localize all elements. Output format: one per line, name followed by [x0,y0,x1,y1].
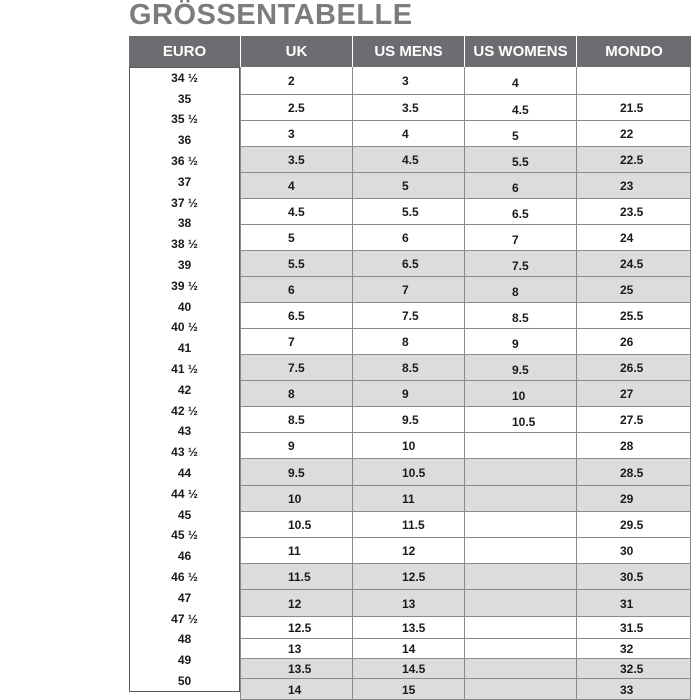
cell-uk: 3 [288,127,295,141]
column-divider [576,67,577,700]
cell-uk: 4 [288,179,295,193]
cell-mondo: 25.5 [620,309,644,323]
table-row [240,67,691,95]
cell-uk: 3.5 [288,153,305,167]
cell-mondo: 22.5 [620,153,644,167]
cell-us-mens: 9 [402,387,409,401]
cell-us-mens: 12 [402,544,416,558]
cell-uk: 9.5 [288,466,305,480]
header-euro: EURO [129,36,240,67]
header-mondo: MONDO [577,36,691,67]
cell-uk: 13 [288,642,302,656]
cell-us-mens: 9.5 [402,413,419,427]
cell-mondo: 28 [620,439,634,453]
cell-uk: 4.5 [288,205,305,219]
column-divider [690,67,691,700]
euro-size-cell: 43 ½ [129,441,240,463]
cell-us-mens: 7 [402,283,409,297]
cell-uk: 8.5 [288,413,305,427]
cell-mondo: 32.5 [620,662,644,676]
cell-us-mens: 7.5 [402,309,419,323]
cell-uk: 6.5 [288,309,305,323]
cell-mondo: 25 [620,283,634,297]
cell-uk: 7 [288,335,295,349]
cell-us-mens: 11 [402,492,415,506]
euro-column [129,67,240,700]
cell-uk: 12.5 [288,621,312,635]
cell-us-womens: 5 [512,129,519,143]
cell-uk: 14 [288,683,302,697]
cell-us-mens: 6 [402,231,409,245]
cell-uk: 11.5 [288,570,311,584]
cell-us-mens: 13 [402,597,416,611]
cell-us-mens: 14 [402,642,416,656]
euro-size-cell: 46 [129,545,240,567]
cell-uk: 2 [288,74,295,88]
euro-size-cell: 46 ½ [129,566,240,588]
euro-size-cell: 45 ½ [129,525,240,546]
euro-size-cell: 50 [129,670,240,692]
euro-size-cell: 43 [129,421,240,442]
cell-us-mens: 11.5 [402,518,425,532]
cell-us-mens: 4.5 [402,153,419,167]
cell-mondo: 32 [620,642,634,656]
cell-us-mens: 8.5 [402,361,419,375]
cell-us-womens: 7.5 [512,259,529,273]
cell-us-womens: 8 [512,285,519,299]
cell-mondo: 26 [620,335,634,349]
cell-us-womens: 6 [512,181,519,195]
header-uk: UK [241,36,352,67]
euro-size-cell: 39 [129,254,240,276]
euro-size-cell: 37 [129,171,240,193]
cell-uk: 7.5 [288,361,305,375]
cell-us-mens: 12.5 [402,570,426,584]
euro-size-cell: 48 [129,629,240,650]
cell-mondo: 21.5 [620,101,644,115]
column-divider [240,67,241,700]
cell-mondo: 31 [620,597,634,611]
cell-mondo: 30 [620,544,634,558]
cell-us-mens: 15 [402,683,416,697]
column-divider [464,67,465,700]
cell-mondo: 24.5 [620,257,644,271]
cell-uk: 11 [288,544,301,558]
cell-uk: 10.5 [288,518,312,532]
euro-size-cell: 47 [129,587,240,609]
cell-us-mens: 3 [402,74,409,88]
cell-uk: 5 [288,231,295,245]
euro-size-cell: 49 [129,649,240,671]
header-us-womens: US WOMENS [465,36,576,67]
cell-us-mens: 4 [402,127,409,141]
euro-size-cell: 40 ½ [129,317,240,338]
euro-size-cell: 35 ½ [129,109,240,130]
cell-us-mens: 14.5 [402,662,426,676]
cell-us-womens: 4.5 [512,103,529,117]
header-us-mens: US MENS [353,36,464,67]
cell-us-mens: 3.5 [402,101,419,115]
cell-us-womens: 10.5 [512,415,536,429]
euro-size-cell: 36 ½ [129,150,240,172]
cell-mondo: 33 [620,683,634,697]
euro-size-cell: 42 ½ [129,400,240,422]
cell-uk: 9 [288,439,295,453]
cell-mondo: 22 [620,127,634,141]
euro-size-cell: 41 ½ [129,358,240,380]
cell-mondo: 30.5 [620,570,644,584]
cell-mondo: 27 [620,387,634,401]
cell-us-mens: 5.5 [402,205,419,219]
cell-us-womens: 6.5 [512,207,529,221]
cell-us-mens: 5 [402,179,409,193]
cell-uk: 8 [288,387,295,401]
cell-us-womens: 5.5 [512,155,529,169]
cell-mondo: 29 [620,492,634,506]
cell-us-mens: 10 [402,439,416,453]
cell-mondo: 29.5 [620,518,644,532]
cell-us-mens: 10.5 [402,466,426,480]
cell-uk: 10 [288,492,302,506]
cell-us-mens: 8 [402,335,409,349]
cell-uk: 5.5 [288,257,305,271]
cell-uk: 13.5 [288,662,312,676]
cell-mondo: 28.5 [620,466,644,480]
cell-mondo: 27.5 [620,413,644,427]
euro-size-cell: 44 [129,462,240,484]
euro-size-cell: 39 ½ [129,275,240,297]
euro-size-cell: 37 ½ [129,192,240,214]
euro-size-cell: 35 [129,88,240,110]
cell-mondo: 26.5 [620,361,644,375]
cell-mondo: 23 [620,179,634,193]
cell-mondo: 31.5 [620,621,644,635]
cell-us-womens: 9.5 [512,363,529,377]
cell-uk: 12 [288,597,302,611]
cell-us-womens: 9 [512,337,519,351]
euro-size-cell: 36 [129,129,240,151]
cell-us-mens: 13.5 [402,621,426,635]
euro-size-cell: 47 ½ [129,608,240,630]
cell-us-mens: 6.5 [402,257,419,271]
euro-size-cell: 42 [129,379,240,401]
euro-size-cell: 45 [129,504,240,526]
euro-size-cell: 38 [129,213,240,234]
cell-mondo: 23.5 [620,205,644,219]
column-divider [352,67,353,700]
euro-size-cell: 38 ½ [129,233,240,255]
page-title: GRÖSSENTABELLE [129,0,413,31]
cell-us-womens: 4 [512,76,519,90]
cell-us-womens: 10 [512,389,526,403]
euro-size-cell: 34 ½ [129,67,240,89]
euro-size-cell: 41 [129,337,240,359]
cell-us-womens: 7 [512,233,519,247]
cell-uk: 2.5 [288,101,305,115]
cell-uk: 6 [288,283,295,297]
cell-mondo: 24 [620,231,634,245]
cell-us-womens: 8.5 [512,311,529,325]
euro-size-cell: 44 ½ [129,483,240,505]
euro-size-cell: 40 [129,296,240,318]
